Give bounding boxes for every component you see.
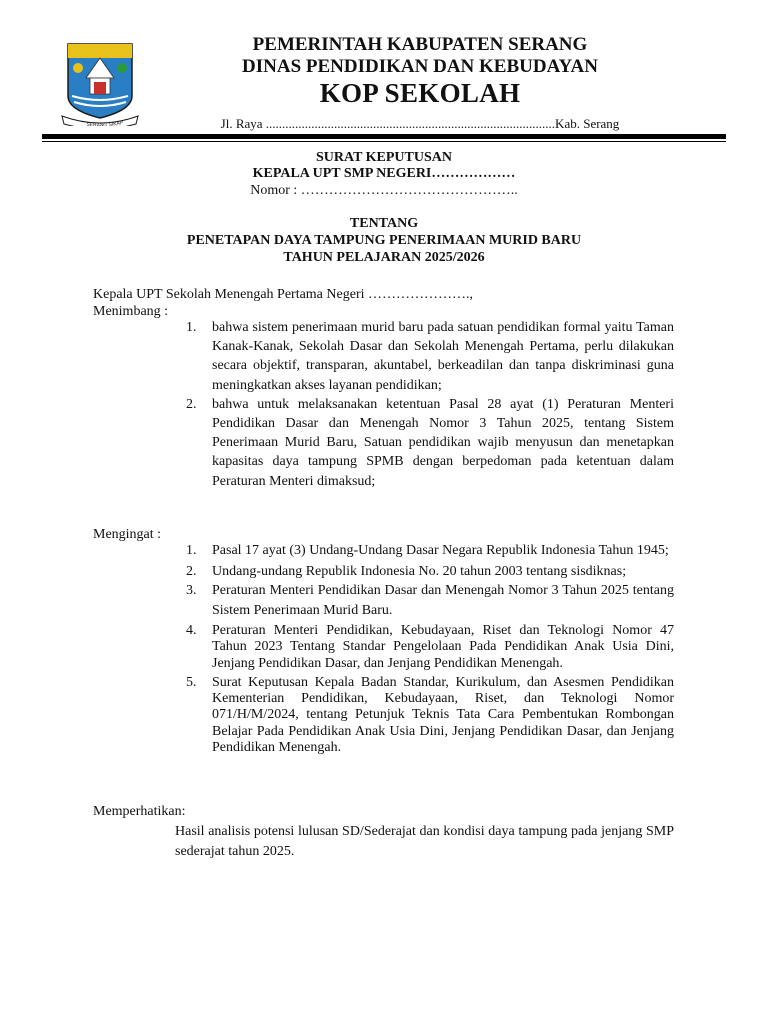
list-item: 2. Undang-undang Republik Indonesia No. 20 tahun 2003 tentang sisdiknas; bbox=[186, 563, 627, 579]
list-item: 1. bahwa sistem penerimaan murid baru pada satuan pendidikan formal yaitu Taman Kanak-Kanak, Sekolah Dasar dan Sekolah Menengah Pertama, perlu dilakukan secara objektif, transparan, akuntabel, berkeadilan dan tanpa diskriminasi guna meningkatkan akses layanan pendidikan; bbox=[186, 320, 674, 393]
decree-subject: PENETAPAN DAYA TAMPUNG PENERIMAAN MURID BARU bbox=[186, 233, 582, 248]
decree-title: SURAT KEPUTUSAN bbox=[315, 150, 452, 165]
intro-line: Kepala UPT Sekolah Menengah Pertama Negeri …………………., bbox=[93, 287, 473, 302]
school-letterhead-title: KOP SEKOLAH bbox=[319, 78, 521, 108]
list-item: 1. Pasal 17 ayat (3) Undang-Undang Dasar Negara Republik Indonesia Tahun 1945; bbox=[186, 543, 669, 558]
serang-regency-emblem-icon bbox=[60, 38, 140, 126]
menimbang-list bbox=[186, 318, 674, 491]
address-line: Jl. Raya .........................................................................................Kab. Serang bbox=[220, 116, 620, 131]
letterhead-divider-thick bbox=[42, 134, 726, 139]
list-item: 3. Peraturan Menteri Pendidikan Dasar dan Menengah Nomor 3 Tahun 2025 tentang Sistem Penerimaan Murid Baru. bbox=[186, 583, 674, 618]
mengingat-label: Mengingat : bbox=[93, 527, 162, 542]
about-heading: TENTANG bbox=[349, 216, 419, 231]
list-item: 4. Peraturan Menteri Pendidikan, Kebudayaan, Riset dan Teknologi Nomor 47 Tahun 2023 Tentang Standar Pengelolaan Pada Pendidikan Anak Usia Dini, Jenjang Pendidikan Dasar, dan Jenjang Pendidikan Menengah. bbox=[186, 623, 674, 671]
letterhead bbox=[160, 34, 680, 132]
agency-name: DINAS PENDIDIKAN DAN KEBUDAYAN bbox=[242, 56, 598, 77]
logo-banner-text: SERANG SIKAP bbox=[86, 120, 124, 126]
memperhatikan-text: Hasil analisis potensi lulusan SD/Sederajat dan kondisi daya tampung pada jenjang SMP sederajat tahun 2025. bbox=[175, 824, 674, 859]
academic-year: TAHUN PELAJARAN 2025/2026 bbox=[283, 250, 485, 265]
menimbang-label: Menimbang : bbox=[93, 304, 169, 319]
mengingat-list bbox=[186, 541, 674, 756]
memperhatikan-label: Memperhatikan: bbox=[93, 804, 186, 819]
decree-number: Nomor : ……………………………………….. bbox=[250, 183, 518, 198]
list-item: 5. Surat Keputusan Kepala Badan Standar, Kurikulum, dan Asesmen Pendidikan Kementerian Pendidikan, Kebudayaan, Riset, dan Teknologi Nomor 071/H/M/2024, tentang Petunjuk Teknis Tata Cara Pembentukan Rombongan Belajar Pada Pendidikan Anak Usia Dini, Jenjang Pendidikan Dasar, dan Jenjang Pendidikan Menengah. bbox=[186, 674, 674, 756]
government-name: PEMERINTAH KABUPATEN SERANG bbox=[252, 34, 588, 55]
list-item: 2. bahwa untuk melaksanakan ketentuan Pasal 28 ayat (1) Peraturan Menteri Pendidikan Dasar dan Menengah Nomor 3 Tahun 2025, tentang Sistem Penerimaan Murid Baru, Satuan pendidikan wajib menyusun dan menetapkan kapasitas daya tampung SPMB dengan berpedoman pada ketentuan dalam Peraturan Menteri dimaksud; bbox=[186, 396, 674, 489]
decree-issuer: KEPALA UPT SMP NEGERI……………… bbox=[252, 166, 516, 181]
letterhead-divider-thin bbox=[42, 141, 726, 142]
